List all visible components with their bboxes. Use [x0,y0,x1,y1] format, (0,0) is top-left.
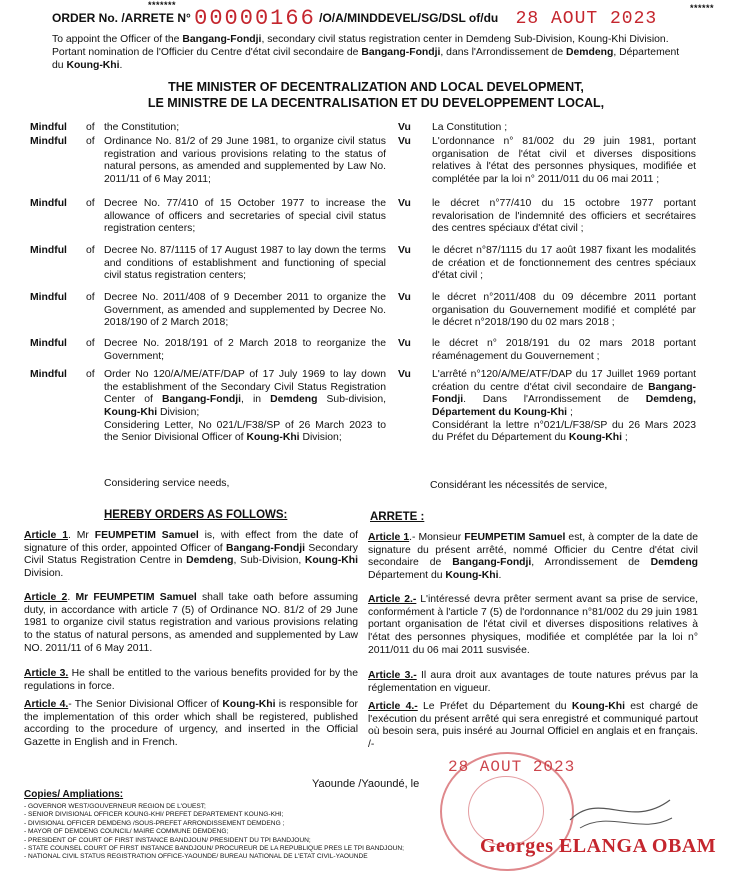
minister-title-en: THE MINISTER OF DECENTRALIZATION AND LOCAL DEVELOPMENT, [168,80,584,94]
mindful-label: Mindful of [30,369,95,380]
copies-line: - DIVISIONAL OFFICER DEMDENG /SOUS-PREFET ARRONDISSEMENT DEMDENG ; [24,819,285,827]
article-fr-1: Article 1.- Monsieur FEUMPETIM Samuel est, à compter de la date de signature du présent arrêté, nommé Officier du Centre d'état civil secondaire de Bangang-Fondji, Arrondissement de Demdeng Département du Koung-Khi. [368,532,699,582]
minister-title-fr: LE MINISTRE DE LA DECENTRALISATION ET DU DEVELOPPEMENT LOCAL, [147,95,605,110]
article-fr-3: Article 3.- Il aura droit aux avantages de toute natures prévus par la réglementation en vigueur. [368,670,698,694]
vu-fr-7: L'arrêté n°120/A/ME/ATF/DAP du 17 Juillet 1969 portant création du centre d'état civil secondaire de Bangang-Fondji. Dans l'Arrondissement de Demdeng, Département du Koung-Khi ; Considérant la lettre n°021/L/F38/SP du 26 Mars 2023 du Préfet du Département du Koung-Khi ; [432,369,696,444]
place-date-label: Yaounde /Yaoundé, le [312,778,420,790]
considering-en: Considering service needs, [104,478,230,489]
stars-left: ******* [148,0,177,10]
signature-date-stamp: 28 AOUT 2023 [448,758,576,776]
vu-fr-3: le décret n°77/410 du 15 octobre 1977 portant revalorisation de l'indemnité des officiers et secrétaires des centres spéciaux d'état civil ; [432,198,696,235]
vu-label: Vu [398,369,411,380]
vu-fr-5: le décret n°2011/408 du 09 décembre 2011 portant organisation du Gouvernement modifié et complété par le décret n°2018/190 du 02 mars 2018 ; [432,292,696,329]
vu-fr-2: L'ordonnance n° 81/002 du 29 juin 1981, portant organisation de l'état civil et diverses dispositions relatives à l'état des personnes physiques, modifiée et complétée par la loi n° 2011/011 du 06 mai 2011 ; [432,136,696,186]
considering-fr: Considérant les nécessités de service, [430,480,608,491]
copies-heading: Copies/ Ampliations: [24,789,124,800]
copies-line: - MAYOR OF DEMDENG COUNCIL/ MAIRE COMMUNE DEMDENG; [24,828,229,836]
mindful-en-5: Decree No. 2011/408 of 9 December 2011 to organize the Government, as amended and supplemented by Decree No. 2018/190 of 2 March 2018; [104,292,386,329]
order-number: 00000166 [194,6,316,31]
mindful-label: Mindful of [30,245,95,256]
vu-label: Vu [398,122,411,133]
order-date-stamp: 28 AOUT 2023 [515,9,658,29]
mindful-label: Mindful of [30,122,95,133]
subject-fr: Portant nomination de l'Officier du Centre d'état civil secondaire de Bangang-Fondji, dans l'Arrondissement de Demdeng, Département du Koung-Khi. [52,47,680,71]
copies-line: - GOVERNOR WEST/GOUVERNEUR REGION DE L'OUEST; [24,802,206,810]
vu-fr-4: le décret n°87/1115 du 17 août 1987 fixant les modalités de création et de fonctionnement des centres spéciaux d'état civil ; [432,245,696,282]
article-en-3: Article 3. He shall be entitled to the various benefits provided for by the regulations in force. [24,668,358,692]
orders-heading-en: HEREBY ORDERS AS FOLLOWS: [104,509,288,521]
copies-line: - PRESIDENT OF COURT OF FIRST INSTANCE BANDJOUN/ PRESIDENT DU TPI BANDJOUN; [24,836,311,844]
vu-fr-6: le décret n° 2018/191 du 02 mars 2018 portant réaménagement du Gouvernement ; [432,338,696,362]
order-prefix: ORDER No. /ARRETE N° [52,11,191,25]
mindful-en-2: Ordinance No. 81/2 of 29 June 1981, to organize civil status registration and various provisions relating to the status of natural persons, as amended and supplemented by Law No. 2011/11 of 6 May 2011; [104,136,386,186]
article-en-4: Article 4.- The Senior Divisional Officer of Koung-Khi is responsible for the implementation of this order which shall be registered, published according to the procedure of urgency, and inserted in the Official Gazette in English and in French. [24,699,358,749]
mindful-en-3: Decree No. 77/410 of 15 October 1977 to increase the allowance of officers and secretaries of special civil status registration centers; [104,198,386,235]
vu-fr-1: La Constitution ; [432,122,508,133]
mindful-label: Mindful of [30,338,95,349]
vu-label: Vu [398,245,411,256]
copies-line: - SENIOR DIVISIONAL OFFICER KOUNG-KHI/ PREFET DEPARTEMENT KOUNG-KHI; [24,811,284,819]
mindful-en-7: Order No 120/A/ME/ATF/DAP of 17 July 1969 to lay down the establishment of the Secondary Civil Status Registration Center of Bangang-Fondji, in Demdeng Sub-division, Koung-Khi Division; Considering Letter, No 021/L/F38/SP of 26 March 2023 to the Senior Divisional Officer of Koung-Khi Division; [104,369,386,444]
signatory-name: Georges ELANGA OBAM [480,835,717,857]
mindful-label: Mindful of [30,292,95,303]
order-suffix: /O/A/MINDDEVEL/SG/DSL of/du [319,11,499,25]
mindful-en-4: Decree No. 87/1115 of 17 August 1987 to lay down the terms and conditions of establishment and functioning of special civil status registration centers; [104,245,386,282]
mindful-en-6: Decree No. 2018/191 of 2 March 2018 to reorganize the Government; [104,338,386,362]
copies-list [24,789,494,862]
article-en-1: Article 1. Mr FEUMPETIM Samuel is, with effect from the date of signature of this order, appointed Officer of Bangang-Fondji Secondary Civil Status Registration Centre in Demdeng, Sub-Division, Koung-Khi Division. [24,530,359,580]
copies-line: - NATIONAL CIVIL STATUS REGISTRATION OFFICE-YAOUNDE/ BUREAU NATIONAL DE L'ETAT CIVIL-YAOUNDE [24,853,368,861]
stars-right: ****** [690,3,715,13]
article-fr-2: Article 2.- L'intéressé devra prêter serment avant sa prise de service, conformément à l'article 7 (5) de l'ordonnance n°81/002 du 29 juin 1981 portant organisation de l'état civil et diverses dispositions relatives à l'état des personnes physiques, modifiée et complétée par la loi n° 2011/011 du 06 mai 2011 susvisée. [368,594,698,656]
order-number-line [52,6,742,33]
subject-en: To appoint the Officer of the Bangang-Fondji, secondary civil status registration center in Demdeng Sub-Division, Koung-Khi Division. [52,34,669,45]
mindful-label: Mindful of [30,198,95,209]
vu-label: Vu [398,292,411,303]
vu-label: Vu [398,136,411,147]
mindful-en-1: the Constitution; [104,122,180,133]
article-en-2: Article 2. Mr FEUMPETIM Samuel shall take oath before assuming duty, in accordance with article 7 (5) of Ordinance NO. 81/2 of 29 June 1981 to organize civil status registration and various provisions relating to the status of natural persons, as amended and supplemented by Law NO. 2011/11 of 6 May 2011. [24,592,358,654]
mindful-label: Mindful of [30,136,95,147]
minister-title [0,80,752,111]
article-fr-4: Article 4.- Le Préfet du Département du Koung-Khi est chargé de l'exécution du présent arrêté qui sera enregistré et communiqué partout où besoin sera, puis inséré au Journal Officiel en anglais et en français. /- [368,701,698,751]
vu-label: Vu [398,338,411,349]
vu-label: Vu [398,198,411,209]
signature-pen-stroke [560,780,680,840]
copies-line: - STATE COUNSEL COURT OF FIRST INSTANCE BANDJOUN/ PROCUREUR DE LA REPUBLIQUE PRES LE TPI BANDJOUN; [24,844,404,852]
orders-heading-fr: ARRETE : [370,511,425,523]
